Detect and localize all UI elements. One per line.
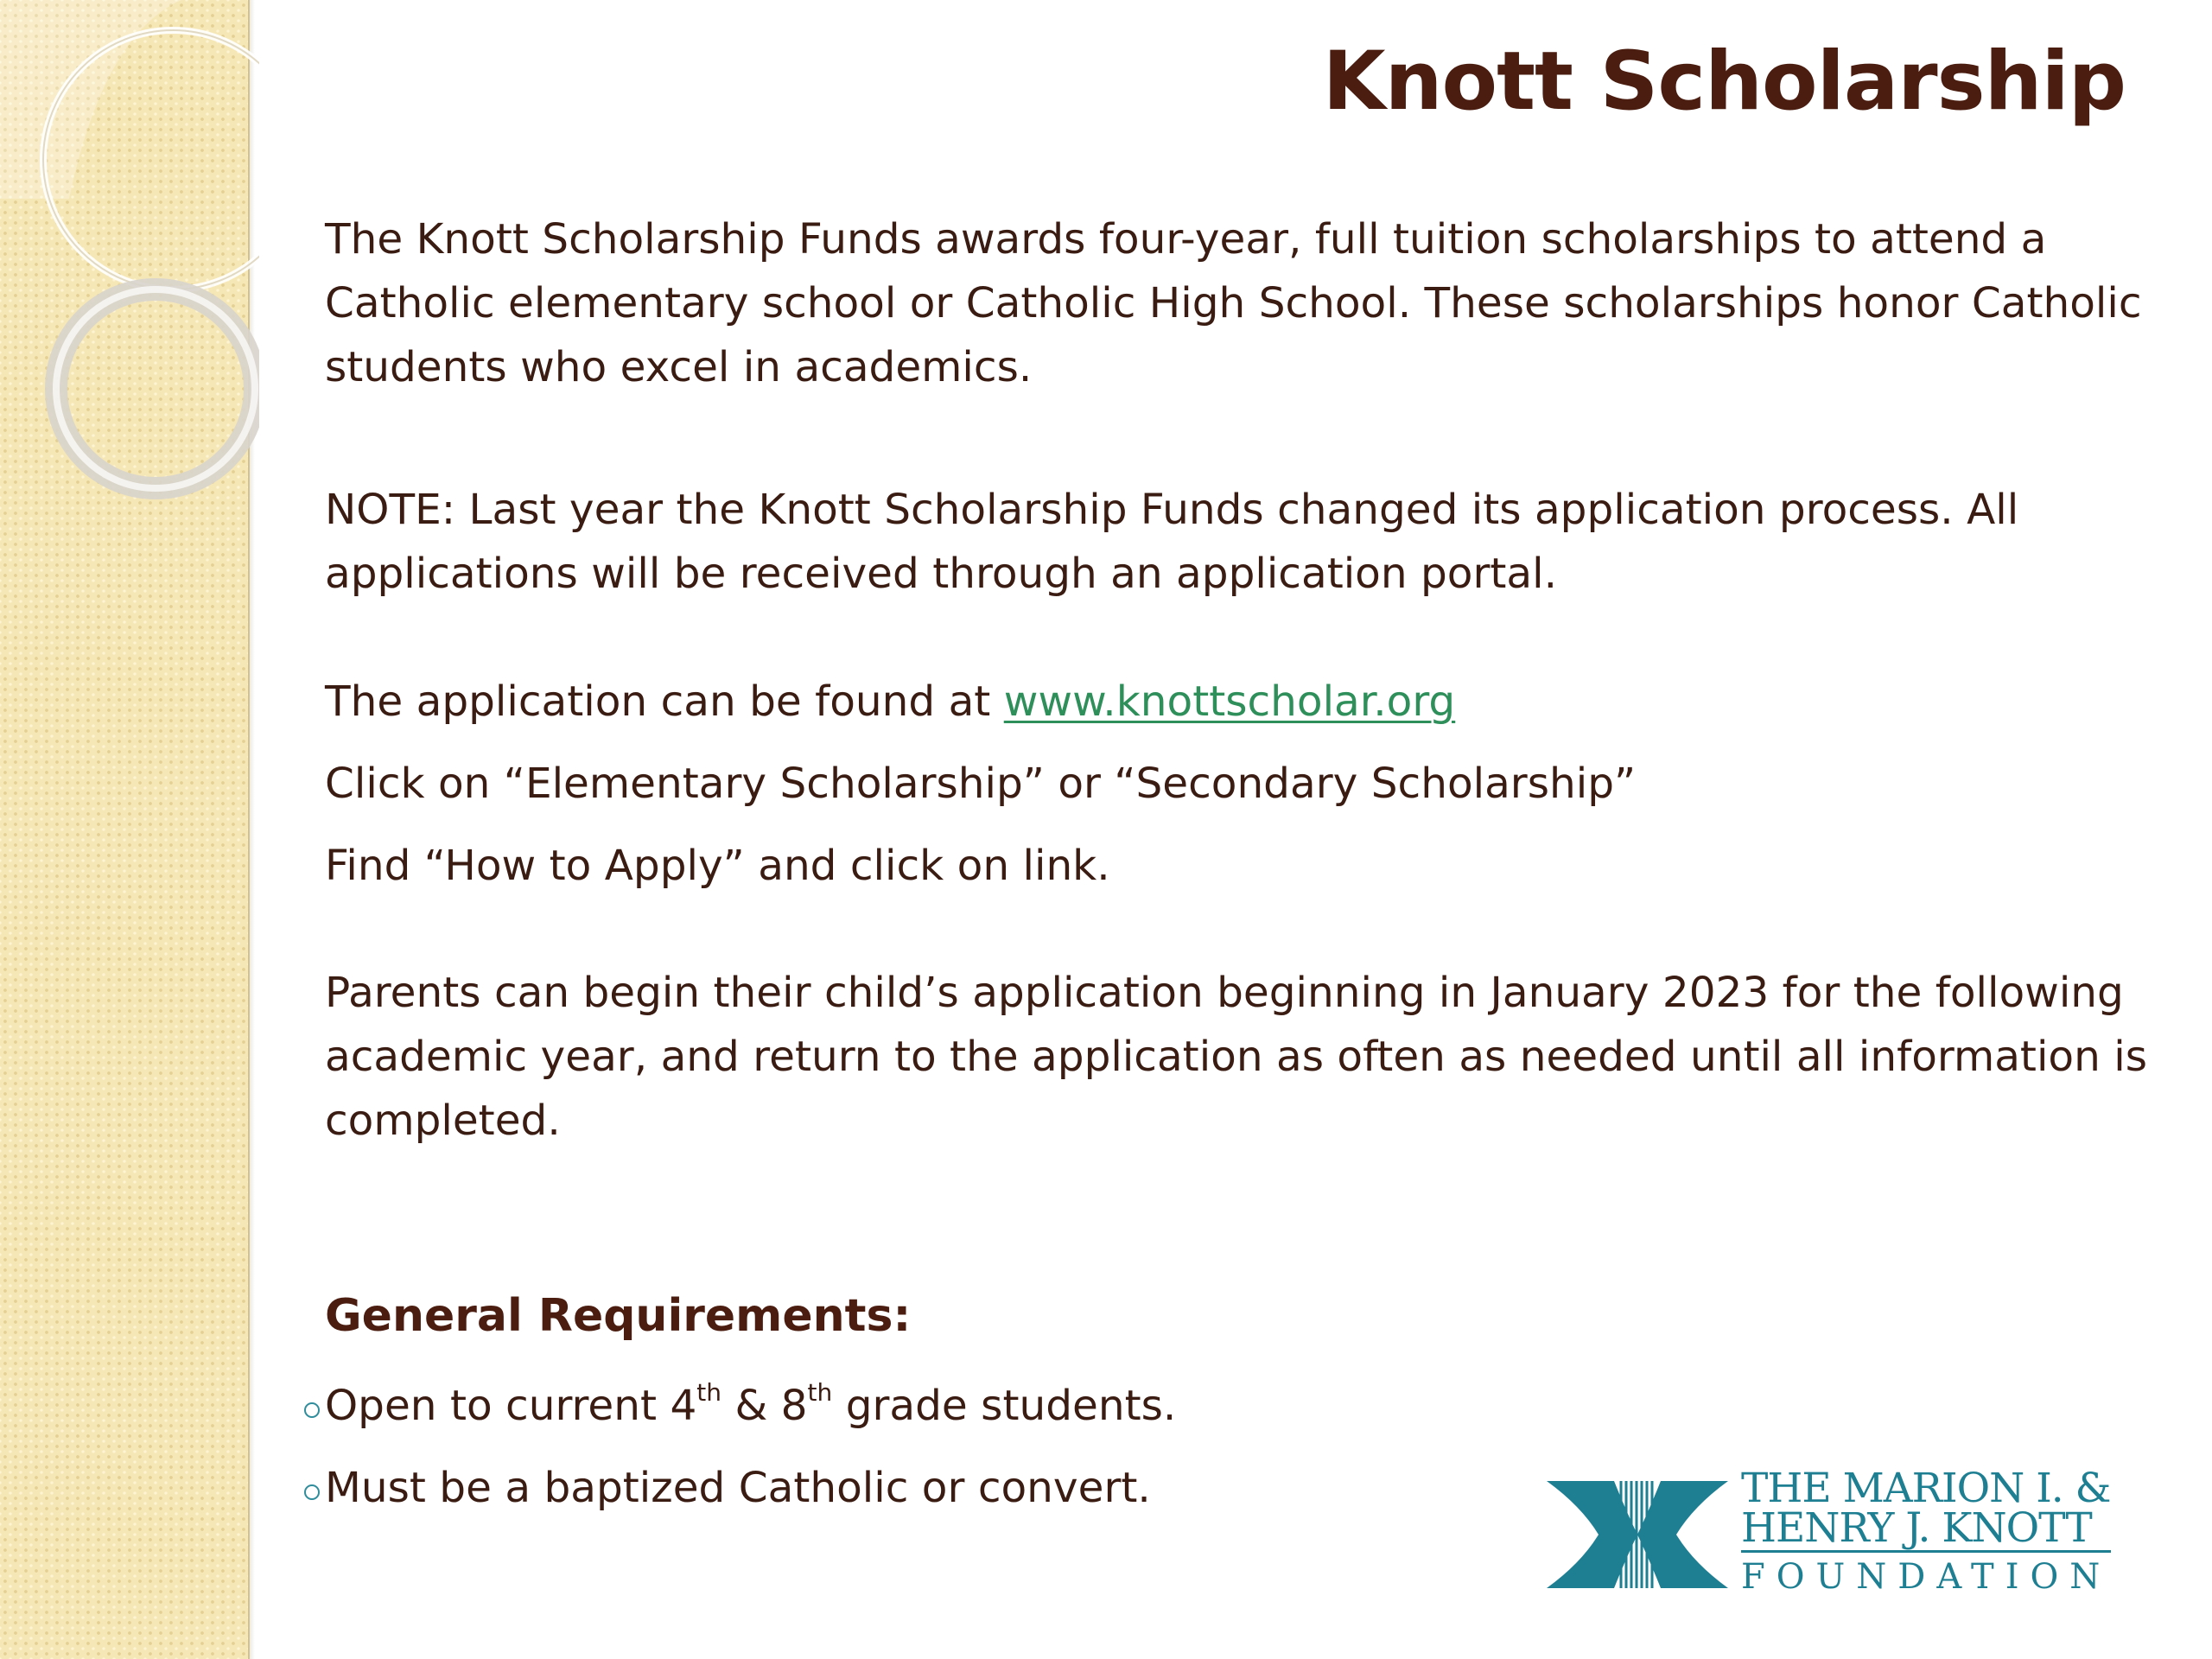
intro-paragraph: The Knott Scholarship Funds awards four-year, full tuition scholarships to attend a Catholic elementary school or Catholic High School. These scholarships honor Catholic students who excel in academics. [325,215,2142,391]
circle-bullet-icon [304,1484,320,1500]
requirement-item [304,1374,1176,1438]
requirement-text-prefix: Open to current 4 [325,1382,697,1430]
circle-bullet-icon [304,1402,320,1418]
application-link[interactable]: www.knottscholar.org [1003,677,1456,726]
logo-line-3: FOUNDATION [1741,1557,2112,1597]
logo-line-1: THE MARION I. & [1741,1465,2111,1512]
note-paragraph: NOTE: Last year the Knott Scholarship Funds changed its application process. All applications will be received through an application portal. [325,486,2019,598]
requirement-text: Must be a baptized Catholic or convert. [325,1464,1151,1512]
application-line [325,670,1455,734]
click-instruction: Click on “Elementary Scholarship” or “Secondary Scholarship” [325,760,1637,808]
page-title: Knott Scholarship [1322,35,2126,129]
logo-line-2: HENRY J. KNOTT [1741,1509,2111,1553]
requirement-item [304,1456,1151,1520]
foundation-logo-text [1741,1465,2112,1601]
parents-paragraph: Parents can begin their child’s application beginning in January 2023 for the following academic year, and return to the application as often as needed until all information is completed. [325,969,2147,1145]
find-instruction: Find “How to Apply” and click on link. [325,842,1110,890]
requirement-text-mid: & 8 [721,1382,808,1430]
foundation-logo [1547,1465,2134,1599]
application-prefix: The application can be found at [325,677,1004,726]
ordinal-suffix: th [696,1378,722,1407]
requirements-heading: General Requirements: [325,1290,912,1342]
requirement-text-suffix: grade students. [832,1382,1177,1430]
decorative-circles-graphic [0,0,259,553]
ordinal-suffix: th [807,1378,833,1407]
foundation-logo-mark-icon [1547,1481,1728,1588]
